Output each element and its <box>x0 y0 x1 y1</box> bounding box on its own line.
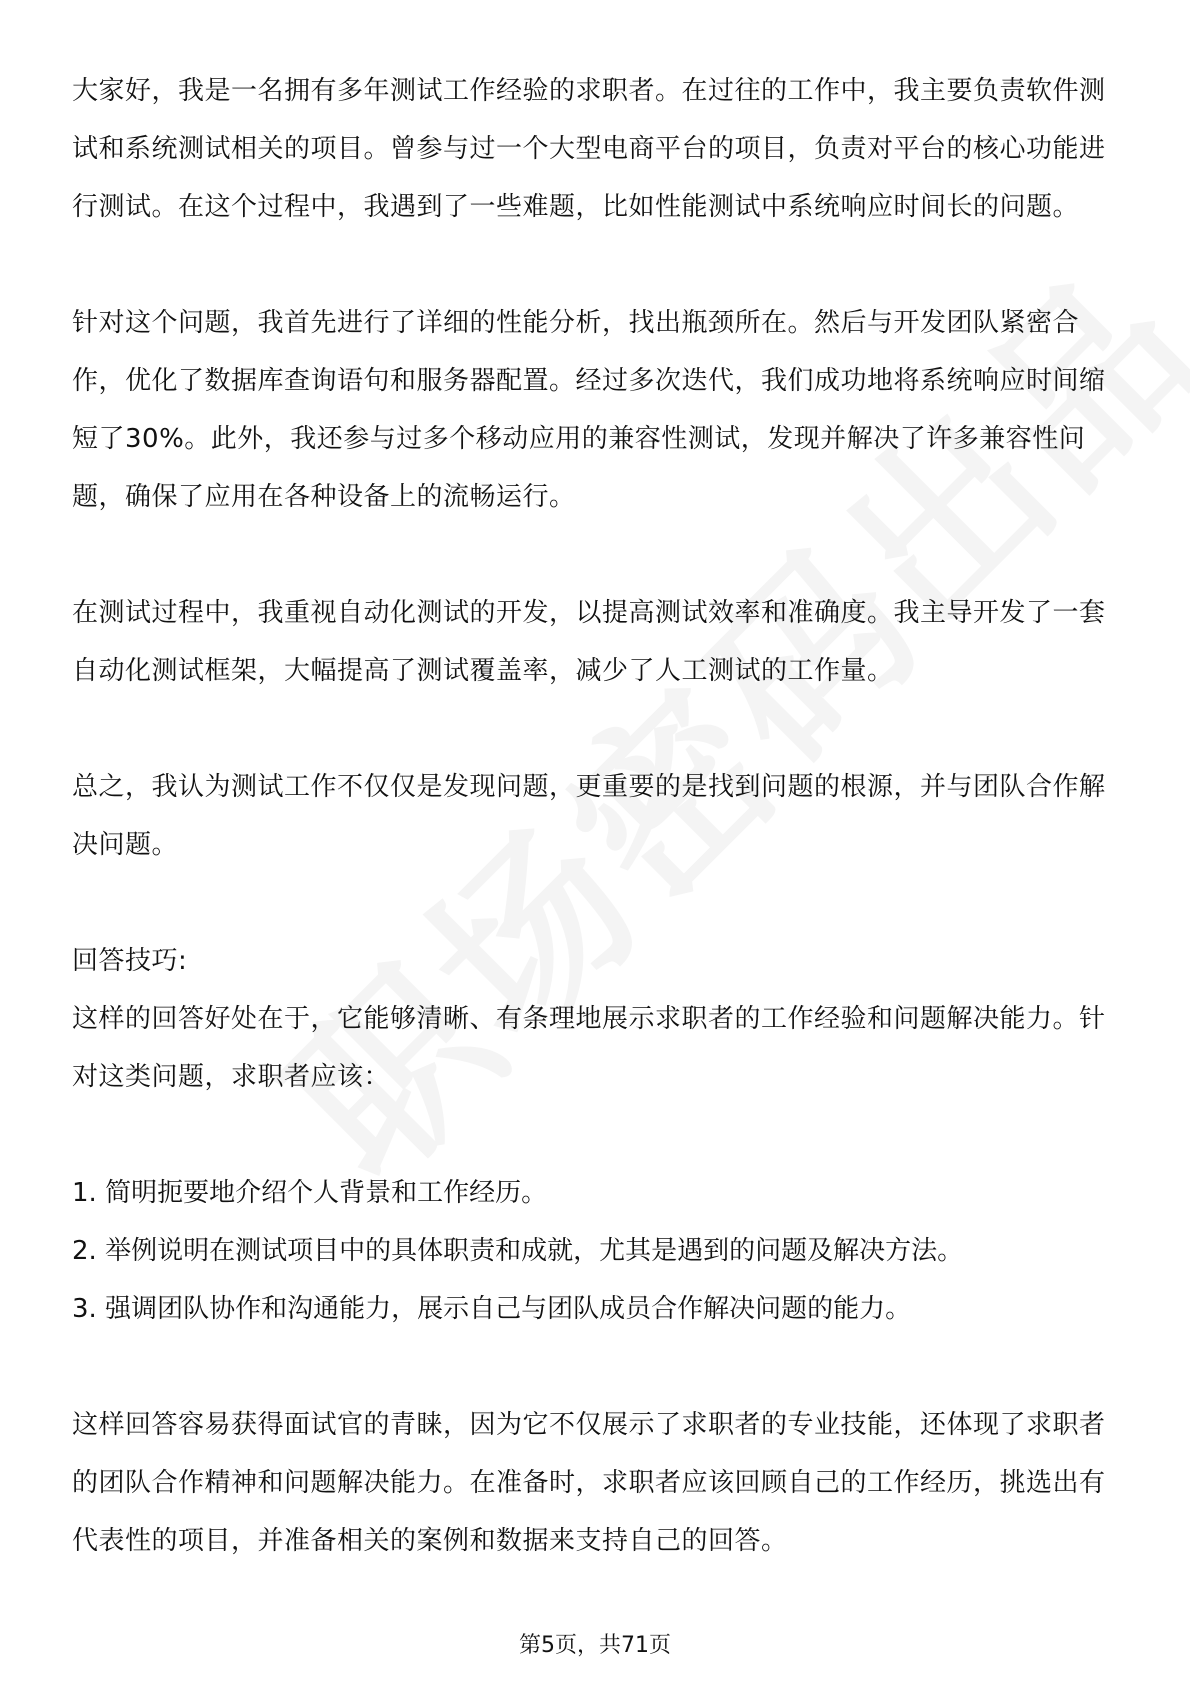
page-number: 第5页，共71页 <box>519 1633 671 1658</box>
document-body <box>72 62 1118 1570</box>
paragraph-solution: 针对这个问题，我首先进行了详细的性能分析，找出瓶颈所在。然后与开发团队紧密合作，优化了数据库查询语句和服务器配置。经过多次迭代，我们成功地将系统响应时间缩短了30%。此外，我还参与过多个移动应用的兼容性测试，发现并解决了许多兼容性问题，确保了应用在各种设备上的流畅运行。 <box>72 308 1106 512</box>
paragraph-intro: 大家好，我是一名拥有多年测试工作经验的求职者。在过往的工作中，我主要负责软件测试和系统测试相关的项目。曾参与过一个大型电商平台的项目，负责对平台的核心功能进行测试。在这个过程中，我遇到了一些难题，比如性能测试中系统响应时间长的问题。 <box>72 76 1106 222</box>
tips-list-item-2: 2. 举例说明在测试项目中的具体职责和成就，尤其是遇到的问题及解决方法。 <box>72 1236 964 1266</box>
tips-heading: 回答技巧: <box>72 946 188 976</box>
tips-list-item-1: 1. 简明扼要地介绍个人背景和工作经历。 <box>72 1178 548 1208</box>
tips-list-item-3: 3. 强调团队协作和沟通能力，展示自己与团队成员合作解决问题的能力。 <box>72 1294 912 1324</box>
tips-intro: 这样的回答好处在于，它能够清晰、有条理地展示求职者的工作经验和问题解决能力。针对这类问题，求职者应该： <box>72 1004 1106 1092</box>
paragraph-conclusion: 这样回答容易获得面试官的青睐，因为它不仅展示了求职者的专业技能，还体现了求职者的团队合作精神和问题解决能力。在准备时，求职者应该回顾自己的工作经历，挑选出有代表性的项目，并准备相关的案例和数据来支持自己的回答。 <box>72 1410 1106 1556</box>
paragraph-automation: 在测试过程中，我重视自动化测试的开发，以提高测试效率和准确度。我主导开发了一套自动化测试框架，大幅提高了测试覆盖率，减少了人工测试的工作量。 <box>72 598 1106 686</box>
paragraph-summary: 总之，我认为测试工作不仅仅是发现问题，更重要的是找到问题的根源，并与团队合作解决问题。 <box>72 772 1106 860</box>
